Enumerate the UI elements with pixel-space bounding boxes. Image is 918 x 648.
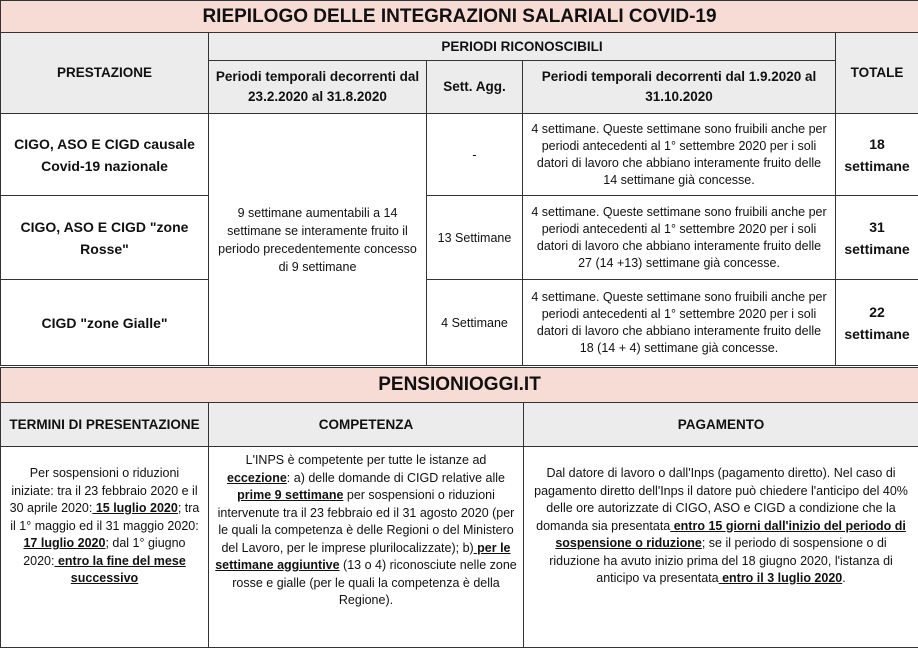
- brand-banner: PENSIONIOGGI.IT: [1, 368, 918, 403]
- entro-3-luglio: entro il 3 luglio 2020: [719, 571, 843, 585]
- eccezione-term: eccezione: [227, 471, 287, 485]
- date-17-luglio: 17 luglio 2020: [23, 536, 105, 550]
- period-1-header: Periodi temporali decorrenti dal 23.2.2020 al 31.8.2020: [209, 61, 427, 114]
- pagamento-text: Dal datore di lavoro o dall'Inps (pagamento diretto). Nel caso di pagamento diretto dell'Inps il datore può chiedere l'anticipo del 40% delle ore autorizzate di CIGO, ASO e CIGD a condizione che la domanda sia presentata entro 15 giorni dall'inizio del periodo di sospensione o riduzione; se il periodo di sospensione o di riduzione ha avuto inizio prima del 18 giugno 2020, l'istanza di anticipo va presentata entro il 3 luglio 2020.: [524, 447, 918, 648]
- row-label-zone-rosse: CIGO, ASO E CIGD "zone Rosse": [1, 196, 209, 280]
- period-2-zone-rosse: 4 settimane. Queste settimane sono fruibili anche per periodi antecedenti al 1° settembre 2020 per i soli datori di lavoro che abbiano interamente fruito delle 27 (14 +13) settimane già concesse.: [523, 196, 836, 280]
- totale-header: TOTALE: [836, 33, 918, 114]
- periodi-header: PERIODI RICONOSCIBILI: [209, 33, 836, 61]
- period-2-zone-gialle: 4 settimane. Queste settimane sono fruibili anche per periodi antecedenti al 1° settembre 2020 per i soli datori di lavoro che abbiano interamente fruito delle 18 (14 + 4) settimane già concesse.: [523, 280, 836, 366]
- shared-period-1: 9 settimane aumentabili a 14 settimane se interamente fruito il periodo precedentemente concesso di 9 settimane: [209, 114, 427, 366]
- details-table: [0, 367, 918, 648]
- period-2-nazionale: 4 settimane. Queste settimane sono fruibili anche per periodi antecedenti al 1° settembre 2020 per i soli datori di lavoro che abbiano interamente fruito delle 14 settimane già concesse.: [523, 114, 836, 196]
- pagamento-header: PAGAMENTO: [524, 403, 918, 447]
- date-15-luglio: 15 luglio 2020: [92, 501, 177, 515]
- entro-15-giorni: entro 15 giorni dall'inizio del periodo di sospensione o riduzione: [555, 519, 906, 551]
- row-label-zone-gialle: CIGD "zone Gialle": [1, 280, 209, 366]
- sett-agg-nazionale: -: [427, 114, 523, 196]
- competenza-header: COMPETENZA: [209, 403, 524, 447]
- termini-text: Per sospensioni o riduzioni iniziate: tra il 23 febbraio 2020 e il 30 aprile 2020: 15 luglio 2020; tra il 1° maggio ed il 31 maggio 2020: 17 luglio 2020; dal 1° giugno 2020: entro la fine del mese successivo: [1, 447, 209, 648]
- total-zone-gialle: 22 settimane: [836, 280, 918, 366]
- settimane-aggiuntive: per le settimane aggiuntive: [215, 541, 510, 573]
- page-title: RIEPILOGO DELLE INTEGRAZIONI SALARIALI COVID-19: [1, 1, 918, 33]
- total-nazionale: 18 settimane: [836, 114, 918, 196]
- sett-agg-zone-gialle: 4 Settimane: [427, 280, 523, 366]
- prestazione-header: PRESTAZIONE: [1, 33, 209, 114]
- row-label-nazionale: CIGO, ASO E CIGD causale Covid-19 nazionale: [1, 114, 209, 196]
- prime-9-settimane: prime 9 settimane: [237, 488, 343, 502]
- sett-agg-header: Sett. Agg.: [427, 61, 523, 114]
- sett-agg-zone-rosse: 13 Settimane: [427, 196, 523, 280]
- total-zone-rosse: 31 settimane: [836, 196, 918, 280]
- date-fine-mese: entro la fine del mese successivo: [54, 554, 185, 586]
- termini-header: TERMINI DI PRESENTAZIONE: [1, 403, 209, 447]
- period-2-header: Periodi temporali decorrenti dal 1.9.2020 al 31.10.2020: [523, 61, 836, 114]
- competenza-text: L'INPS è competente per tutte le istanze ad eccezione: a) delle domande di CIGD relative alle prime 9 settimane per sospensioni o riduzioni intervenute tra il 23 febbraio ed il 31 agosto 2020 (per le quali la competenza è delle Regioni o del Ministero del Lavoro, per le imprese plurilocalizzate); b) per le settimane aggiuntive (13 o 4) riconosciute nelle zone rosse e gialle (per le quali la competenza è della Regione).: [209, 447, 524, 648]
